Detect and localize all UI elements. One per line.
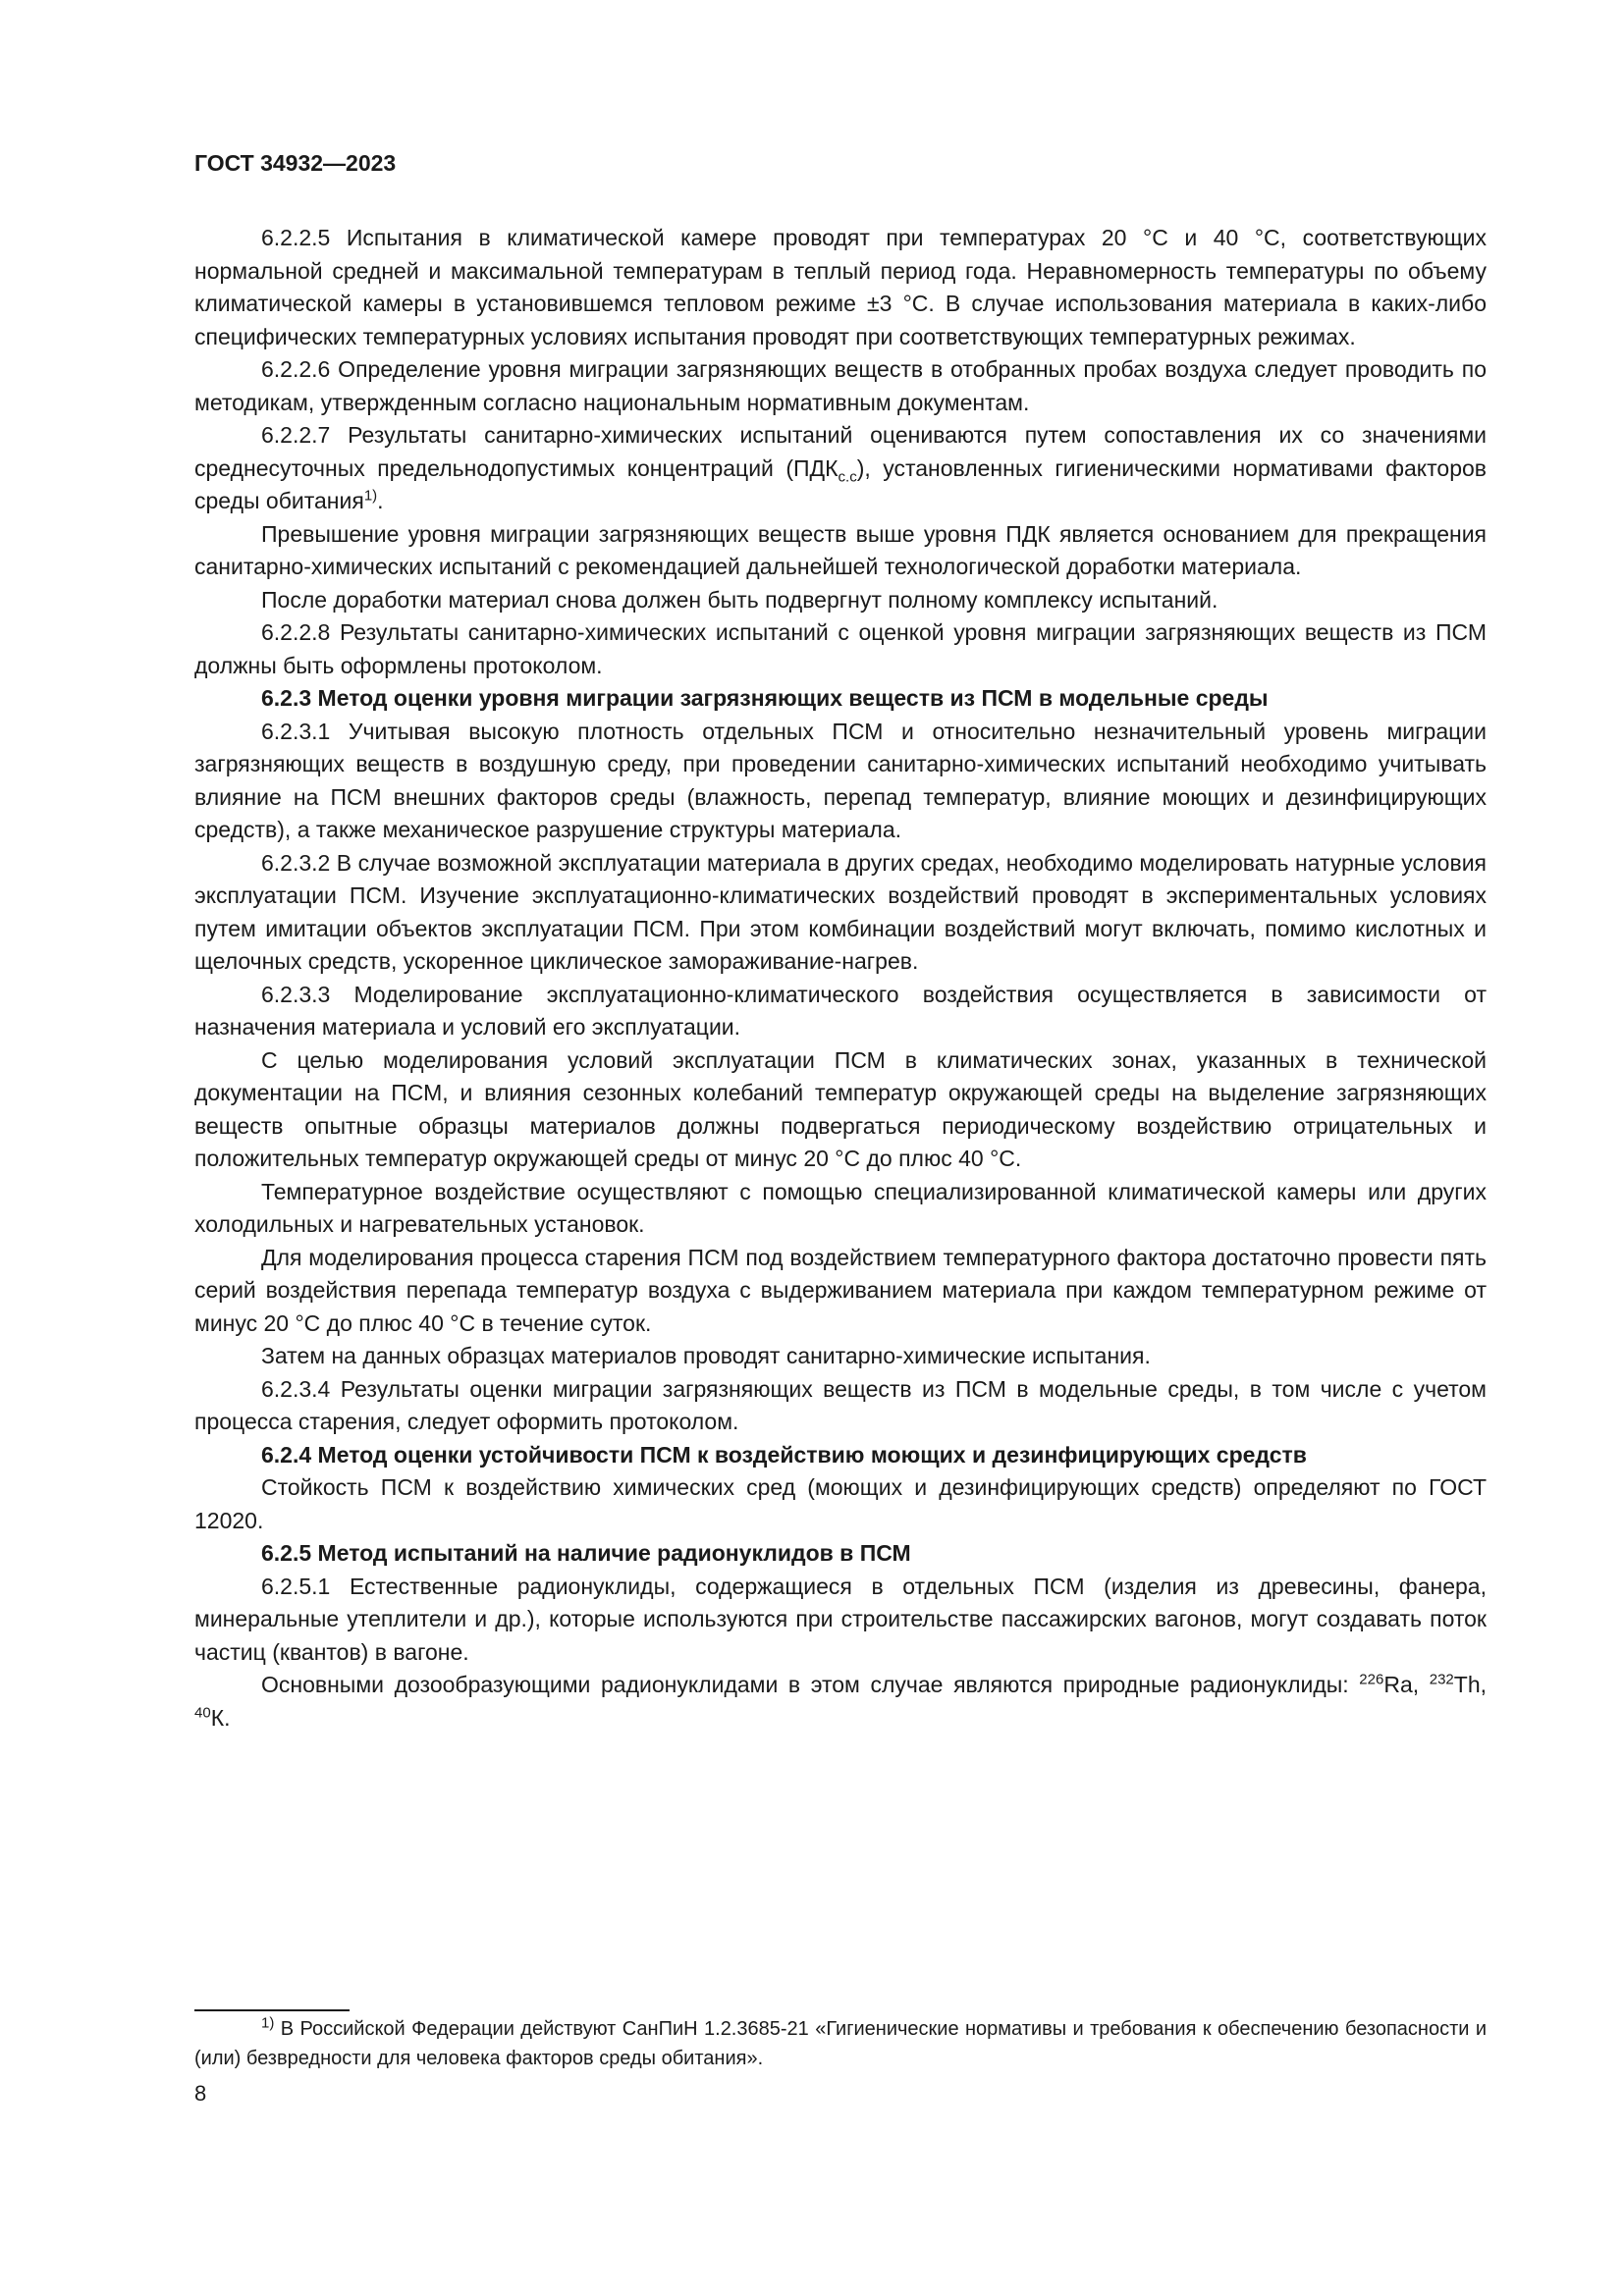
- paragraph-6-2-3-4: 6.2.3.4 Результаты оценки миграции загрязняющих веществ из ПСМ в модельные среды, в том числе с учетом процесса старения, следует оформить протоколом.: [194, 1375, 1487, 1434]
- paragraph-temperature-effect: Температурное воздействие осуществляют с помощью специализированной климатической камеры или других холодильных и нагревательных установок.: [194, 1178, 1487, 1237]
- paragraph-aging: Для моделирования процесса старения ПСМ под воздействием температурного фактора достаточно провести пять серий воздействия перепада температур воздуха с выдерживанием материала при каждом температурном режиме от минус 20 °С до плюс 40 °С в течение суток.: [194, 1244, 1487, 1336]
- paragraph-6-2-2-5: 6.2.2.5 Испытания в климатической камере проводят при температурах 20 °С и 40 °С, соответствующих нормальной средней и максимальной температурам в теплый период года. Неравномерность температуры по объему климатической камеры в установившемся тепловом режиме ±3 °С. В случае использования материала в каких-либо специфических температурных условиях испытания проводят при соответствующих температурных режимах.: [194, 225, 1487, 349]
- section-heading-6-2-3: 6.2.3 Метод оценки уровня миграции загрязняющих веществ из ПСМ в модельные среды: [261, 685, 1269, 711]
- footnote-divider: [194, 2009, 350, 2011]
- paragraph-6-2-3-3: 6.2.3.3 Моделирование эксплуатационно-климатического воздействия осуществляется в зависимости от назначения материала и условий его эксплуатации.: [194, 981, 1487, 1040]
- paragraph-resistance: Стойкость ПСМ к воздействию химических сред (моющих и дезинфицирующих средств) определяют по ГОСТ 12020.: [194, 1474, 1487, 1533]
- paragraph-text: Основными дозообразующими радионуклидами в этом случае являются природные радионуклиды:: [261, 1672, 1360, 1697]
- mass-number: 226: [1359, 1671, 1384, 1688]
- footnote: [194, 2014, 1487, 2073]
- body-text: [194, 222, 1487, 1735]
- paragraph-sanitary-tests: Затем на данных образцах материалов проводят санитарно-химические испытания.: [261, 1343, 1151, 1368]
- page-number: 8: [194, 2081, 207, 2106]
- paragraph-6-2-5-1: 6.2.5.1 Естественные радионуклиды, содержащиеся в отдельных ПСМ (изделия из древесины, фанера, минеральные утеплители и др.), которые используются при строительстве пассажирских вагонов, могут создавать поток частиц (квантов) в вагоне.: [194, 1573, 1487, 1665]
- paragraph-6-2-2-7: [194, 419, 1487, 518]
- section-heading-6-2-5: 6.2.5 Метод испытаний на наличие радионуклидов в ПСМ: [261, 1540, 911, 1566]
- footnote-marker: 1): [261, 2014, 275, 2032]
- mass-number: 40: [194, 1703, 211, 1721]
- mass-number: 232: [1429, 1671, 1454, 1688]
- element-symbol: К.: [210, 1704, 231, 1731]
- paragraph-text: 6.2.2.7 Результаты санитарно-химических испытаний оцениваются путем сопоставления их со значениями среднесуточных предельнодопустимых концентраций (ПДК: [194, 422, 1487, 481]
- element-symbol: Ra,: [1383, 1672, 1430, 1697]
- paragraph-6-2-3-2: 6.2.3.2 В случае возможной эксплуатации материала в других средах, необходимо моделировать натурные условия эксплуатации ПСМ. Изучение эксплуатационно-климатических воздействий проводят в экспериментальных условиях путем имитации объектов эксплуатации ПСМ. При этом комбинации воздействий могут включать, помимо кислотных и щелочных средств, ускоренное циклическое замораживание-нагрев.: [194, 849, 1487, 974]
- document-header: ГОСТ 34932—2023: [194, 150, 397, 176]
- paragraph-6-2-2-8: 6.2.2.8 Результаты санитарно-химических испытаний с оценкой уровня миграции загрязняющих веществ из ПСМ должны быть оформлены протоколом.: [194, 619, 1487, 678]
- paragraph-6-2-2-6: 6.2.2.6 Определение уровня миграции загрязняющих веществ в отобранных пробах воздуха следует проводить по методикам, утвержденным согласно национальным нормативным документам.: [194, 356, 1487, 415]
- paragraph-radionuclides: [194, 1669, 1487, 1735]
- paragraph-text: .: [377, 488, 384, 513]
- section-heading-6-2-4: 6.2.4 Метод оценки устойчивости ПСМ к воздействию моющих и дезинфицирующих средств: [261, 1441, 1307, 1468]
- paragraph-6-2-3-1: 6.2.3.1 Учитывая высокую плотность отдельных ПСМ и относительно незначительный уровень миграции загрязняющих веществ в воздушную среду, при проведении санитарно-химических испытаний необходимо учитывать влияние на ПСМ внешних факторов среды (влажность, перепад температур, влияние моющих и дезинфицирующих средств), а также механическое разрушение структуры материала.: [194, 718, 1487, 842]
- footnote-reference: 1): [363, 487, 378, 505]
- footnote-text: [194, 2014, 1487, 2073]
- subscript-cc: с.с: [838, 468, 857, 486]
- element-symbol: Th,: [1453, 1672, 1487, 1697]
- paragraph-retest: После доработки материал снова должен быть подвергнут полному комплексу испытаний.: [261, 586, 1218, 613]
- footnote-body: В Российской Федерации действуют СанПиН 1.2.3685-21 «Гигиенические нормативы и требования к обеспечению безопасности и (или) безвредности для человека факторов среды обитания».: [194, 2018, 1487, 2069]
- paragraph-climate-zones: С целью моделирования условий эксплуатации ПСМ в климатических зонах, указанных в технической документации на ПСМ, и влияния сезонных колебаний температур окружающей среды на выделение загрязняющих веществ опытные образцы материалов должны подвергаться периодическому воздействию отрицательных и положительных температур окружающей среды от минус 20 °С до плюс 40 °С.: [194, 1046, 1487, 1171]
- paragraph-pdk-exceed: Превышение уровня миграции загрязняющих веществ выше уровня ПДК является основанием для прекращения санитарно-химических испытаний с рекомендацией дальнейшей технологической доработки материала.: [194, 520, 1487, 579]
- paragraph-text: ), установленных гигиеническими нормативами факторов среды обитания: [194, 454, 1487, 513]
